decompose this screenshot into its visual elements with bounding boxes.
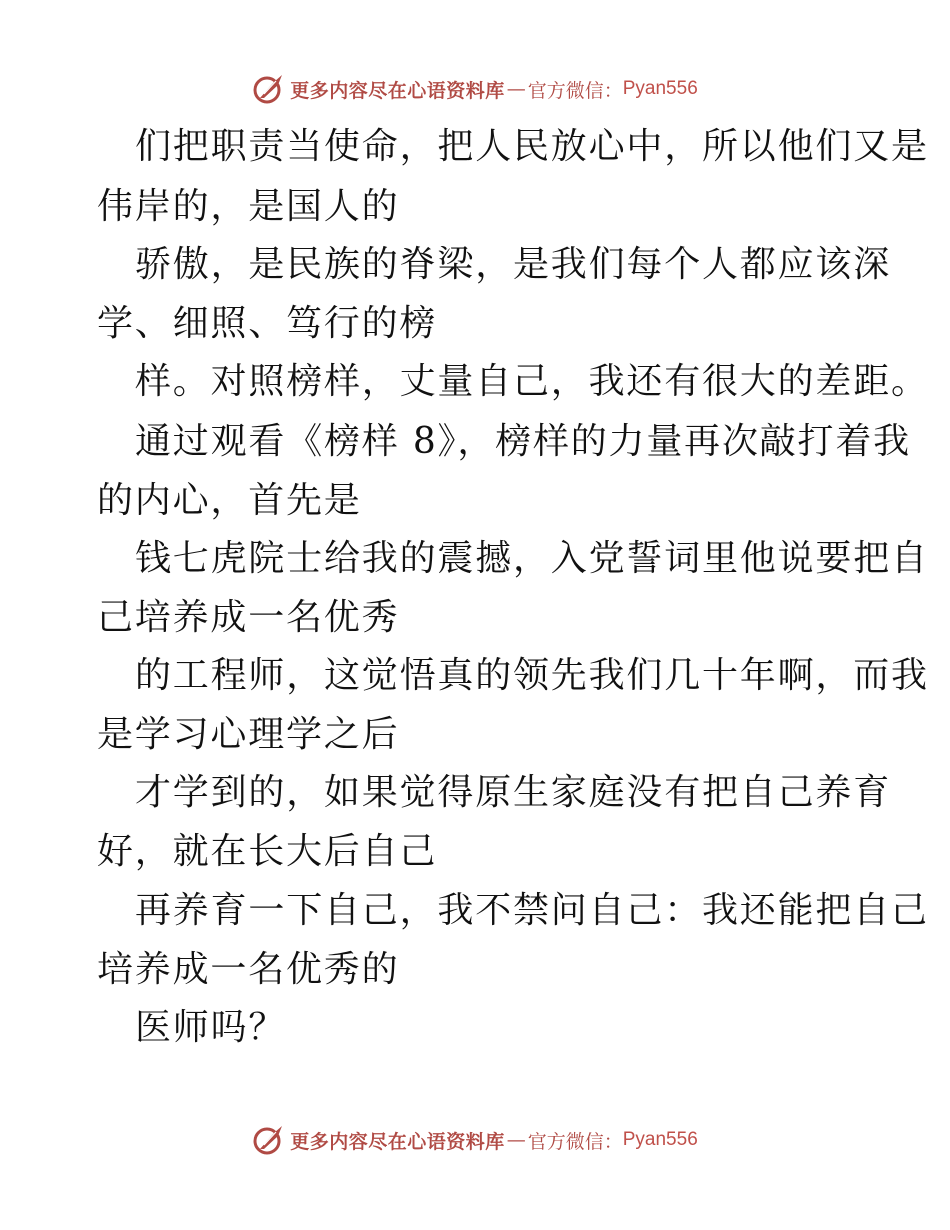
header-tagline: 更多内容尽在心语资料库 [290, 79, 505, 102]
footer-banner [0, 1123, 950, 1157]
footer-dash: — [506, 1129, 526, 1151]
header-wechat-id: Pyan556 [622, 78, 698, 99]
footer-wechat-label: 官方微信： [527, 1130, 623, 1153]
text-line: 才学到的，如果觉得原生家庭没有把自己养育 [135, 772, 892, 813]
header-wechat-label: 官方微信： [527, 79, 623, 102]
text-line: 培养成一名优秀的 [97, 949, 400, 990]
text-line: 通过观看《榜样 8》，榜样的力量再次敲打着我 [135, 421, 911, 462]
quill-logo-icon [252, 1123, 286, 1157]
quill-logo-icon [252, 72, 286, 106]
footer-tagline: 更多内容尽在心语资料库 [290, 1130, 505, 1153]
text-line: 骄傲，是民族的脊梁，是我们每个人都应该深 [135, 244, 892, 285]
text-line: 再养育一下自己，我不禁问自己：我还能把自己 [135, 890, 929, 931]
text-line: 是学习心理学之后 [97, 714, 400, 755]
text-line: 样。对照榜样，丈量自己，我还有很大的差距。 [135, 361, 929, 402]
text-line: 己培养成一名优秀 [97, 597, 400, 638]
text-line: 医师吗？ [135, 1007, 287, 1048]
header-dash: — [506, 78, 526, 100]
text-line: 学、细照、笃行的榜 [97, 303, 438, 344]
header-banner [0, 72, 950, 106]
text-line: 钱七虎院士给我的震撼，入党誓词里他说要把自 [135, 538, 929, 579]
text-line: 的工程师，这觉悟真的领先我们几十年啊，而我 [135, 655, 929, 696]
text-line: 伟岸的，是国人的 [97, 186, 400, 227]
text-line: 的内心，首先是 [97, 480, 362, 521]
text-line: 们把职责当使命，把人民放心中，所以他们又是 [135, 126, 929, 167]
footer-wechat-id: Pyan556 [622, 1129, 698, 1150]
text-line: 好，就在长大后自己 [97, 831, 438, 872]
